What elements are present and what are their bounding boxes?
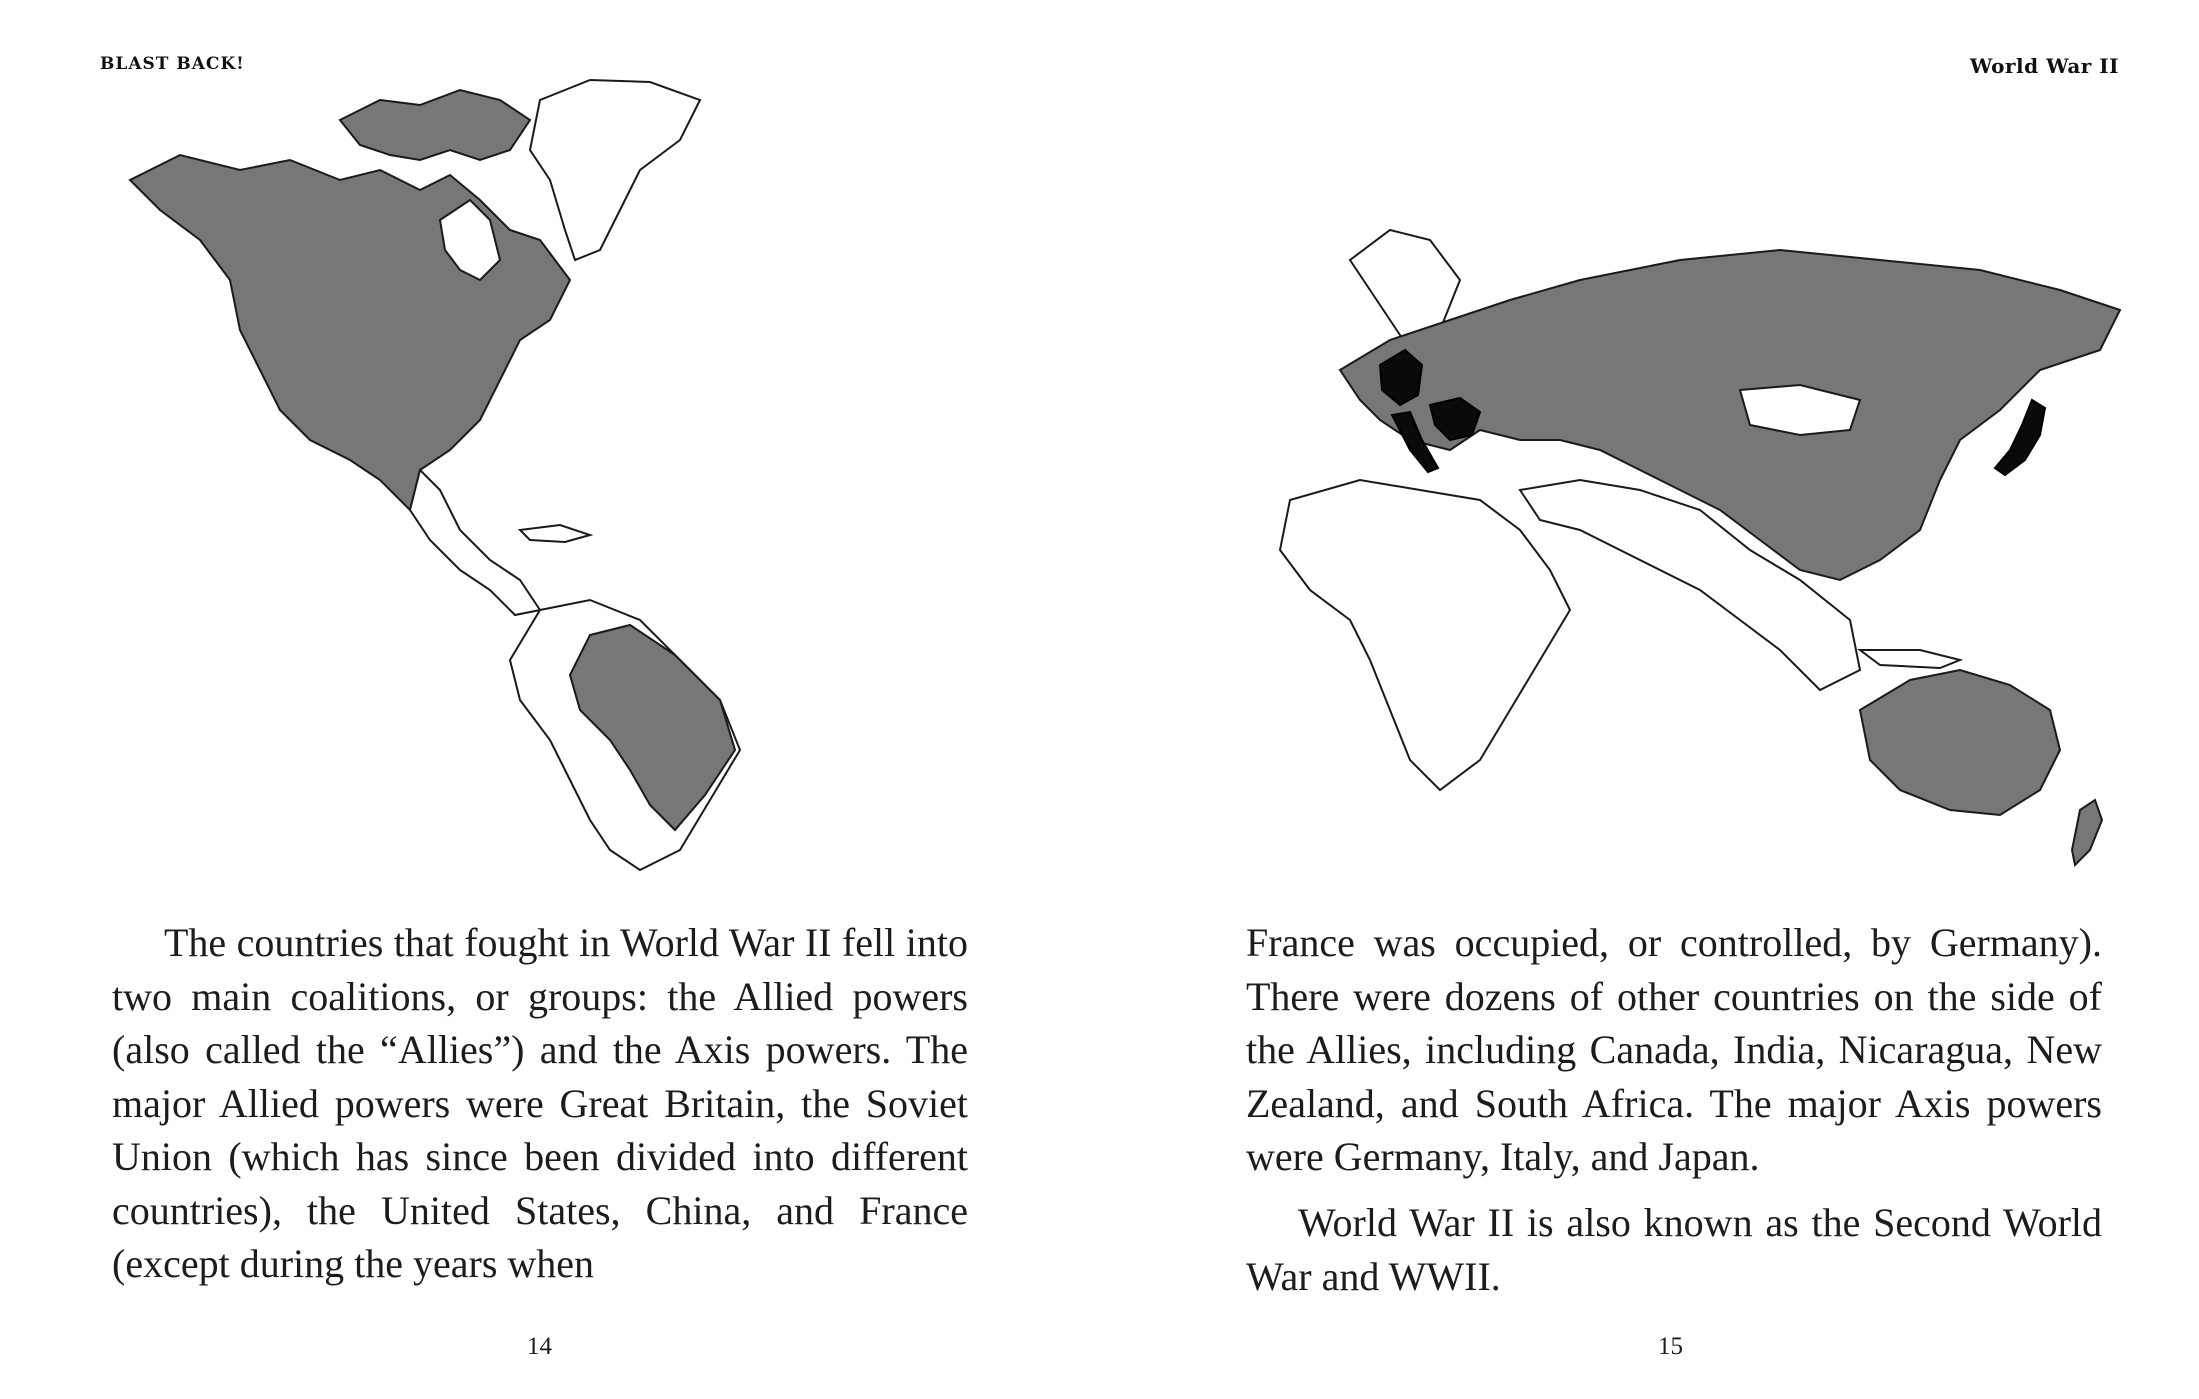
left-paragraph: The countries that fought in World War II fell into two main coalitions, or groups: the Allied powers (also called the “Allies”) and the Axis powers. The major Allied powers were Great Britain, the Soviet Union (which has since been divided into different countries), the United States, China, and France (except during the years when — [112, 920, 968, 1286]
book-running-head: World War II — [1969, 54, 2119, 78]
eastern-hemisphere-map — [1160, 150, 2160, 910]
caribbean-islands — [520, 525, 590, 542]
new-zealand-allied — [2072, 800, 2102, 865]
arctic-islands — [340, 90, 530, 160]
japan-axis — [1995, 400, 2045, 475]
americas-map — [120, 60, 760, 900]
central-america — [410, 470, 540, 615]
left-page — [0, 0, 1099, 1399]
page-number: 14 — [527, 1333, 552, 1360]
australia-allied — [1860, 670, 2060, 815]
indonesia-islands — [1860, 650, 1960, 668]
north-america-allied — [130, 155, 570, 510]
greenland-outline — [530, 80, 700, 260]
right-paragraph-1: France was occupied, or controlled, by Germany). There were dozens of other countries on the side of the Allies, including Canada, India, Nicaragua, New Zealand, and South Africa. The major Axis powers were Germany, Italy, and Japan. — [1246, 920, 2102, 1179]
africa-outline — [1280, 480, 1570, 790]
page-number: 15 — [1658, 1333, 1683, 1360]
right-page — [1100, 0, 2199, 1399]
series-running-head: BLAST BACK! — [100, 54, 245, 74]
right-paragraph-2: World War II is also known as the Second World War and WWII. — [1246, 1200, 2102, 1299]
